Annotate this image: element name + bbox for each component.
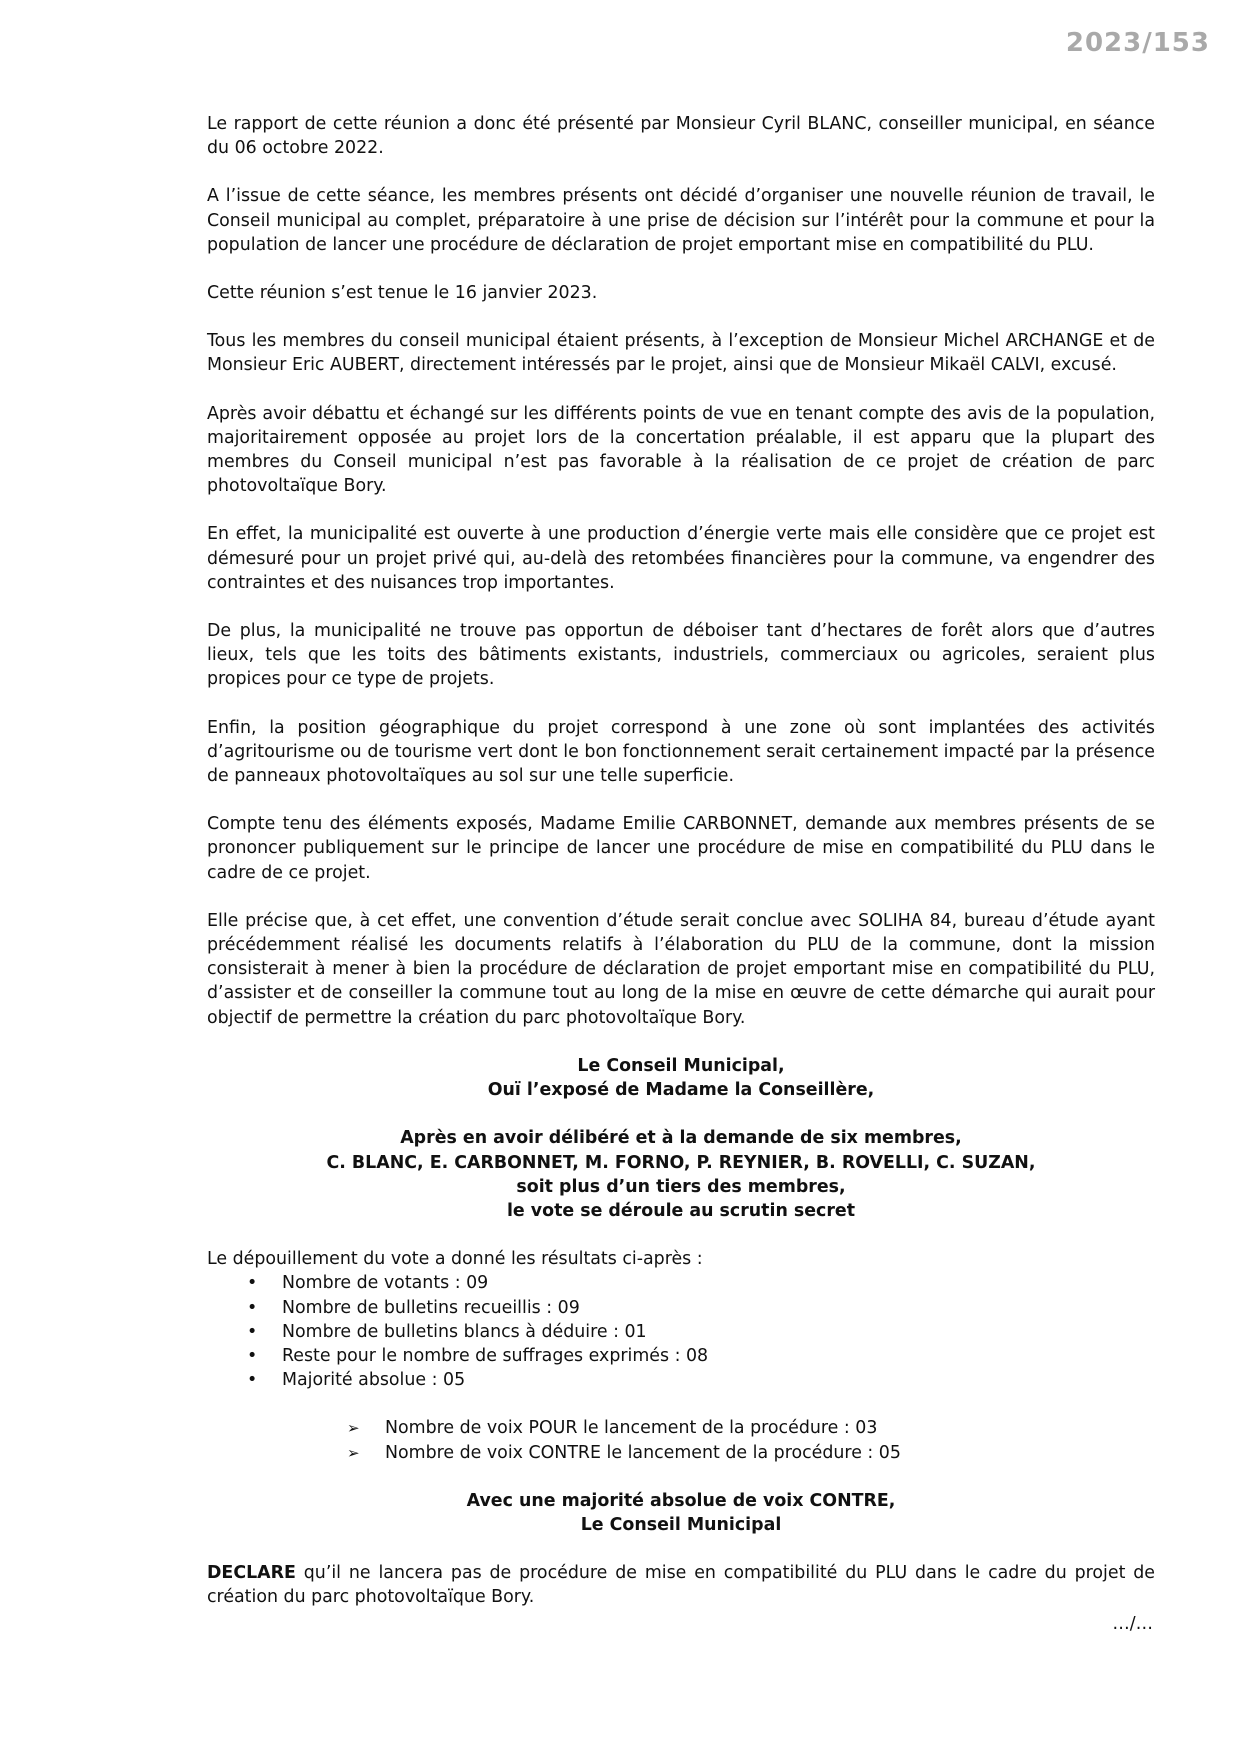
bullet-icon: • [247,1297,258,1318]
results-intro: Le dépouillement du vote a donné les résultats ci-après : [207,1249,703,1270]
bullet-icon: • [247,1273,258,1294]
list-item [207,1271,1155,1295]
list-item [207,1296,1155,1320]
majority-line: Le Conseil Municipal [580,1514,782,1535]
arrow-bullet-icon: ➢ [347,1419,360,1438]
result-text: Nombre de bulletins blancs à déduire : 01 [282,1321,647,1342]
list-item [207,1441,1155,1465]
council-heading-line: Ouï l’exposé de Madame la Conseillère, [487,1080,875,1101]
paragraph-debate: Après avoir débattu et échangé sur les différents points de vue en tenant compte des avis de la population, majoritairement opposée au projet lors de la concertation préalable, il est apparu que la plupart des membres du Conseil municipal n’est pas favorable à la réalisation de ce projet de création de parc photovoltaïque Bory. [207,403,1155,497]
paragraph-location: Enfin, la position géographique du projet correspond à une zone où sont implantées des activités d’agritourisme ou de tourisme vert dont le bon fonctionnement serait certainement impacté par la présence de panneaux photovoltaïques au sol sur une telle superficie. [207,717,1155,787]
council-heading [207,1054,1155,1102]
list-item [207,1320,1155,1344]
paragraph-report: Le rapport de cette réunion a donc été présenté par Monsieur Cyril BLANC, conseiller municipal, en séance du 06 octobre 2022. [207,114,1155,159]
paragraph-attendance: Tous les membres du conseil municipal étaient présents, à l’exception de Monsieur Michel ARCHANGE et de Monsieur Eric AUBERT, directement intéressés par le projet, ainsi que de Monsieur Mikaël CALVI, excusé. [207,331,1155,376]
paragraph-green-energy: En effet, la municipalité est ouverte à une production d’énergie verte mais elle considère que ce projet est démesuré pour un projet privé qui, au-delà des retombées financières pour la commune, va engendrer des contraintes et des nuisances trop importantes. [207,524,1155,593]
results-list [207,1271,1155,1392]
majority-block [207,1489,1155,1537]
bullet-icon: • [247,1345,258,1366]
council-heading-line: Le Conseil Municipal, [577,1055,785,1076]
paragraph-meeting-decision: A l’issue de cette séance, les membres présents ont décidé d’organiser une nouvelle réunion de travail, le Conseil municipal au complet, préparatoire à une prise de décision sur l’intérêt pour la commune et pour la population de lancer une procédure de déclaration de projet emportant mise en compatibilité du PLU. [207,186,1155,255]
result-text: Majorité absolue : 05 [282,1370,466,1391]
document-body [207,112,1155,1636]
arrow-bullet-icon: ➢ [347,1443,360,1462]
vote-text: Nombre de voix POUR le lancement de la procédure : 03 [385,1418,878,1439]
page-number: 2023/153 [1065,28,1210,58]
paragraph-deforestation: De plus, la municipalité ne trouve pas opportun de déboiser tant d’hectares de forêt alors que d’autres lieux, tels que les toits des bâtiments existants, industriels, commerciaux ou agricoles, seraient plus propices pour ce type de projets. [207,621,1155,690]
list-item [207,1416,1155,1440]
vote-text: Nombre de voix CONTRE le lancement de la procédure : 05 [385,1442,901,1463]
list-item [207,1368,1155,1392]
paragraph-convention: Elle précise que, à cet effet, une convention d’étude serait conclue avec SOLIHA 84, bureau d’étude ayant précédemment réalisé les documents relatifs à l’élaboration du PLU de la commune, dont la mission consisterait à mener à bien la procédure de déclaration de projet emportant mise en compatibilité du PLU, d’assister et de conseiller la commune tout au long de la mise en œuvre de cette démarche qui aurait pour objectif de permettre la création du parc photovoltaïque Bory. [207,910,1155,1028]
list-item [207,1344,1155,1368]
result-text: Nombre de bulletins recueillis : 09 [282,1297,580,1318]
declaration-paragraph [207,1561,1155,1609]
declare-label: DECLARE [207,1563,296,1584]
deliberation-line: soit plus d’un tiers des membres, [516,1176,846,1197]
continuation-marker: …/… [1112,1613,1153,1634]
declaration-text: qu’il ne lancera pas de procédure de mise en compatibilité du PLU dans le cadre du projet de création du parc photovoltaïque Bory. [207,1563,1155,1608]
bullet-icon: • [247,1370,258,1391]
bullet-icon: • [247,1321,258,1342]
result-text: Nombre de votants : 09 [282,1273,489,1294]
deliberation-line: Après en avoir délibéré et à la demande de six membres, [400,1128,962,1149]
votes-list [207,1416,1155,1464]
deliberation-members: C. BLANC, E. CARBONNET, M. FORNO, P. REYNIER, B. ROVELLI, C. SUZAN, [326,1152,1036,1173]
deliberation-block [207,1126,1155,1223]
paragraph-request: Compte tenu des éléments exposés, Madame Emilie CARBONNET, demande aux membres présents de se prononcer publiquement sur le principe de lancer une procédure de mise en compatibilité du PLU dans le cadre de ce projet. [207,814,1155,883]
result-text: Reste pour le nombre de suffrages exprimés : 08 [282,1345,709,1366]
paragraph-meeting-date: Cette réunion s’est tenue le 16 janvier 2023. [207,283,598,304]
majority-line: Avec une majorité absolue de voix CONTRE, [466,1490,896,1511]
deliberation-line: le vote se déroule au scrutin secret [506,1200,856,1221]
